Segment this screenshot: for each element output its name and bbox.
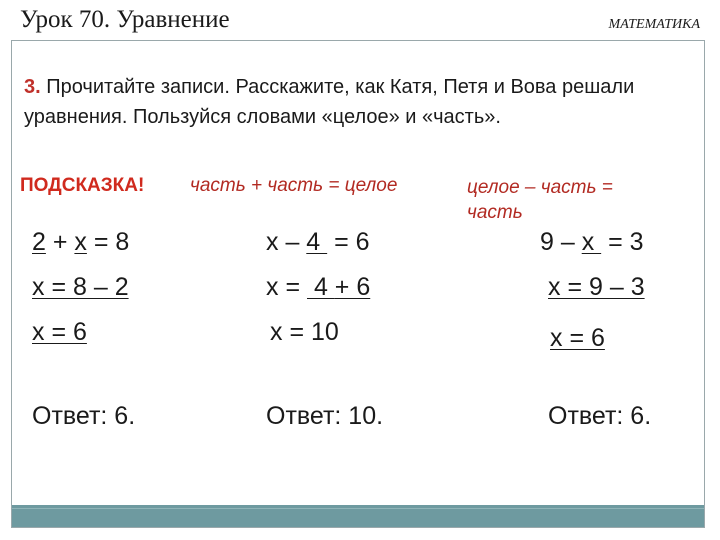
task-text: Прочитайте записи. Расскажите, как Катя, Петя и Вова решали уравнения. Пользуйся словами «целое» и «часть».	[24, 76, 635, 128]
hint-rule-sum: часть + часть = целое	[190, 175, 398, 196]
task-number: 3.	[24, 76, 41, 98]
equation-2-line-3	[270, 318, 339, 347]
equation-1-line-3	[32, 318, 87, 347]
equation-1-line-1	[32, 228, 129, 257]
subject-label: МАТЕМАТИКА	[608, 17, 700, 32]
eq-part: х	[581, 228, 602, 256]
eq-part: х	[32, 273, 45, 301]
task-instructions	[24, 72, 700, 132]
eq-part: х	[32, 318, 45, 346]
eq-part: х	[550, 324, 563, 352]
eq-part: + 6	[334, 273, 371, 301]
lesson-title: Урок 70. Уравнение	[20, 6, 230, 33]
footer-bar	[12, 505, 704, 527]
eq-part: 4	[307, 273, 335, 301]
eq-part: = 6	[327, 228, 370, 256]
eq-part: х –	[266, 228, 307, 256]
footer-divider	[12, 508, 704, 509]
equation-1-line-2	[32, 273, 129, 302]
eq-part: = 9 – 3	[560, 273, 645, 301]
hint-rule-diff: целое – часть = часть	[467, 177, 613, 223]
hint-label: ПОДСКАЗКА!	[20, 175, 145, 196]
equation-2-line-1	[266, 228, 370, 257]
eq-part: х =	[266, 273, 307, 301]
answer-3: Ответ: 6.	[548, 402, 652, 430]
eq-part: х	[74, 228, 87, 256]
eq-part: = 6	[44, 318, 87, 346]
equation-3-line-3	[550, 324, 605, 353]
eq-part: 4	[306, 228, 328, 256]
eq-part: = 8 – 2	[44, 273, 129, 301]
eq-part: = 3	[601, 228, 644, 256]
eq-part: х	[548, 273, 561, 301]
answer-1: Ответ: 6.	[32, 402, 136, 430]
eq-part: = 6	[562, 324, 605, 352]
eq-part: 2	[32, 228, 46, 256]
eq-part: х = 10	[270, 318, 339, 346]
eq-part: = 8	[86, 228, 130, 256]
eq-part: 9 –	[540, 228, 582, 256]
equation-3-line-2	[548, 273, 645, 302]
answer-2: Ответ: 10.	[266, 402, 384, 430]
equation-2-line-2	[266, 273, 370, 302]
eq-part: +	[45, 228, 75, 256]
equation-3-line-1	[540, 228, 644, 257]
